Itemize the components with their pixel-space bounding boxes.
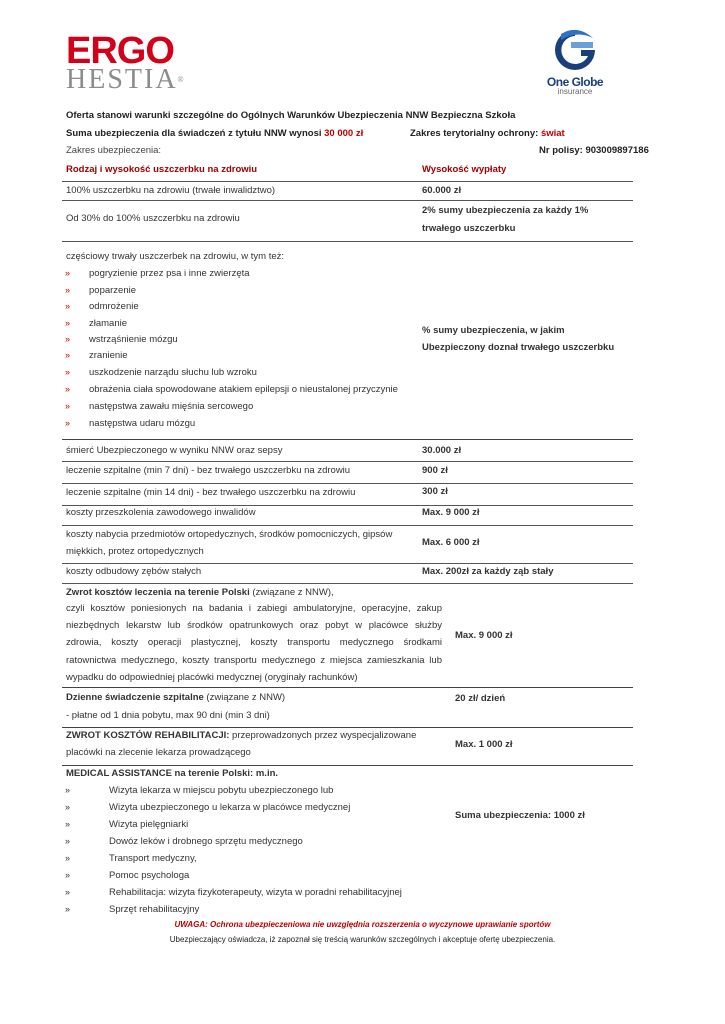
ergo-hestia-logo: [66, 32, 186, 94]
daily-benefit-sub: - płatne od 1 dnia pobytu, max 90 dni (min 3 dni): [66, 710, 270, 721]
list-item: zranienie: [89, 350, 128, 361]
ergo-logo-text: ERGO: [66, 30, 174, 72]
list-item: następstwa udaru mózgu: [89, 418, 196, 429]
col-type-header: Rodzaj i wysokość uszczerbku na zdrowiu: [66, 164, 258, 175]
list-item: Wizyta lekarza w miejscu pobytu ubezpieczonego lub: [109, 785, 334, 796]
row-value: Max. 9 000 zł: [422, 507, 480, 518]
rehab-title-rest: przeprowadzonych przez wyspecjalizowane: [229, 730, 417, 741]
bullet-icon: »: [65, 401, 71, 411]
list-item: Pomoc psychologa: [109, 870, 190, 881]
row-desc: leczenie szpitalne (min 14 dni) - bez trwałego uszczerbku na zdrowiu: [66, 487, 356, 498]
list-item: Wizyta ubezpieczonego u lekarza w placówce medycznej: [109, 802, 351, 813]
row-value-cont: Ubezpieczony doznał trwałego uszczerbku: [422, 342, 615, 353]
row-value: 20 zł/ dzień: [455, 693, 506, 704]
globe-icon: [547, 26, 603, 74]
table-row: [62, 440, 633, 462]
daily-benefit-title-rest: (związane z NNW): [203, 692, 286, 703]
row-value: Suma ubezpieczenia: 1000 zł: [455, 810, 585, 821]
row-value-cont: trwałego uszczerbku: [422, 223, 516, 234]
col-payout-header: Wysokość wypłaty: [422, 164, 507, 175]
treatment-body: czyli kosztów poniesionych na badania i zabiegi ambulatoryjne, operacyjne, zakup niezbędnych lekarstw lub środków opatrunkowych oraz pobyt w placówce służby zdrowia, koszty operacji plastycznej, koszty transportu medycznego środkami ratownictwa medycznego, koszty transportu medycznego z miejsca zamieszkania lub wypadku do odpowiedniej placówki medycznej (oryginały rachunków): [66, 603, 442, 683]
scope-label: Zakres ubezpieczenia:: [66, 145, 162, 156]
table-row: [62, 182, 633, 201]
list-item: poparzenie: [89, 285, 137, 296]
table-row: [62, 564, 633, 584]
row-value: 900 zł: [422, 465, 448, 476]
treatment-title: Zwrot kosztów leczenia na terenie Polski: [66, 587, 250, 598]
bullet-icon: »: [65, 301, 71, 311]
territory-value: świat: [540, 128, 565, 139]
bullet-icon: »: [65, 334, 71, 344]
footer-statement: Ubezpieczający oświadcza, iż zapoznał się treścią warunków szczególnych i akceptuje ofertę ubezpieczenia.: [169, 935, 556, 944]
hestia-word: HESTIA: [66, 64, 178, 95]
table-header-row: [62, 158, 633, 182]
daily-benefit-title-line: [66, 692, 285, 703]
territory-line: [410, 128, 565, 139]
row-desc: śmierć Ubezpieczonego w wyniku NNW oraz sepsy: [66, 445, 283, 456]
table-row: [62, 484, 633, 506]
hestia-logo-text: [66, 66, 186, 94]
row-value: Max. 9 000 zł: [455, 630, 513, 641]
bullet-icon: »: [65, 853, 71, 863]
offer-heading: Oferta stanowi warunki szczególne do Ogólnych Warunków Ubezpieczenia NNW Bezpieczna Szkoła: [66, 110, 516, 121]
list-item: obrażenia ciała spowodowane atakiem epilepsji o nieustalonej przyczynie: [89, 384, 398, 395]
territory-label: Zakres terytorialny ochrony:: [410, 128, 539, 139]
row-desc: koszty przeszkolenia zawodowego inwalidów: [66, 507, 256, 518]
row-value: Max. 1 000 zł: [455, 739, 513, 750]
list-item: Dowóz leków i drobnego sprzętu medycznego: [109, 836, 303, 847]
one-globe-logo: [540, 26, 610, 96]
list-item: Sprzęt rehabilitacyjny: [109, 904, 200, 915]
row-desc: koszty odbudowy zębów stałych: [66, 566, 202, 577]
list-item: Wizyta pielęgniarki: [109, 819, 189, 830]
row-value: 30.000 zł: [422, 445, 462, 456]
reg-mark: ®: [177, 75, 186, 84]
table-row: [62, 526, 633, 564]
rehab-title: ZWROT KOSZTÓW REHABILITACJI:: [66, 730, 230, 741]
row-value: 2% sumy ubezpieczenia za każdy 1%: [422, 205, 589, 216]
list-item: pogryzienie przez psa i inne zwierzęta: [89, 268, 250, 279]
row-desc: Od 30% do 100% uszczerbku na zdrowiu: [66, 213, 240, 224]
treatment-title-line: [66, 587, 334, 598]
table-row: [62, 201, 633, 242]
bullet-icon: »: [65, 367, 71, 377]
row-value: 300 zł: [422, 486, 448, 497]
row-value: % sumy ubezpieczenia, w jakim: [422, 325, 565, 336]
table-row: [62, 462, 633, 484]
bullet-icon: »: [65, 870, 71, 880]
row-desc: koszty nabycia przedmiotów ortopedycznych, środków pomocniczych, gipsów: [66, 529, 393, 540]
list-item: Rehabilitacja: wizyta fizykoterapeuty, wizyta w poradni rehabilitacyjnej: [109, 887, 402, 898]
row-value: 60.000 zł: [422, 185, 462, 196]
one-globe-sub: insurance: [557, 87, 593, 96]
sum-value: 30 000 zł: [324, 128, 364, 139]
bullet-icon: »: [65, 318, 71, 328]
daily-benefit-title: Dzienne świadczenie szpitalne: [66, 692, 204, 703]
bullet-icon: »: [65, 887, 71, 897]
bullet-icon: »: [65, 836, 71, 846]
bullet-icon: »: [65, 384, 71, 394]
rehab-sub: placówki na zlecenie lekarza prowadzącego: [66, 747, 251, 758]
list-item: następstwa zawału mięśnia sercowego: [89, 401, 254, 412]
policy-number: Nr polisy: 903009897186: [539, 145, 649, 156]
row-desc-cont: miękkich, protez ortopedycznych: [66, 546, 204, 557]
bullet-icon: »: [65, 285, 71, 295]
treatment-title-rest: (związane z NNW),: [249, 587, 334, 598]
row-desc: leczenie szpitalne (min 7 dni) - bez trwałego uszczerbku na zdrowiu: [66, 465, 351, 476]
bullet-icon: »: [65, 802, 71, 812]
list-item: Transport medyczny,: [109, 853, 197, 864]
bullet-icon: »: [65, 350, 71, 360]
bullet-icon: »: [65, 268, 71, 278]
row-value: Max. 6 000 zł: [422, 537, 480, 548]
rehab-title-line: [66, 730, 416, 741]
row-desc: 100% uszczerbku na zdrowiu (trwałe inwalidztwo): [66, 185, 276, 196]
sum-label: Suma ubezpieczenia dla świadczeń z tytułu NNW wynosi: [66, 128, 322, 139]
bullet-icon: »: [65, 819, 71, 829]
bullet-icon: »: [65, 418, 71, 428]
table-row: [62, 506, 633, 526]
sports-warning: UWAGA: Ochrona ubezpieczeniowa nie uwzględnia rozszerzenia o wyczynowe uprawianie sportów: [174, 920, 551, 929]
bullet-icon: »: [65, 904, 71, 914]
list-item: odmrożenie: [89, 301, 139, 312]
partial-injury-intro: częściowy trwały uszczerbek na zdrowiu, w tym też:: [66, 251, 285, 262]
row-value: Max. 200zł za każdy ząb stały: [422, 566, 554, 577]
one-globe-name: One Globe: [546, 75, 604, 89]
list-item: uszkodzenie narządu słuchu lub wzroku: [89, 367, 257, 378]
bullet-icon: »: [65, 785, 71, 795]
list-item: złamanie: [89, 318, 128, 329]
medical-assistance-title: MEDICAL ASSISTANCE na terenie Polski: m.in.: [66, 768, 279, 779]
list-item: wstrząśnienie mózgu: [89, 334, 178, 345]
sum-insured-line: [66, 128, 363, 139]
